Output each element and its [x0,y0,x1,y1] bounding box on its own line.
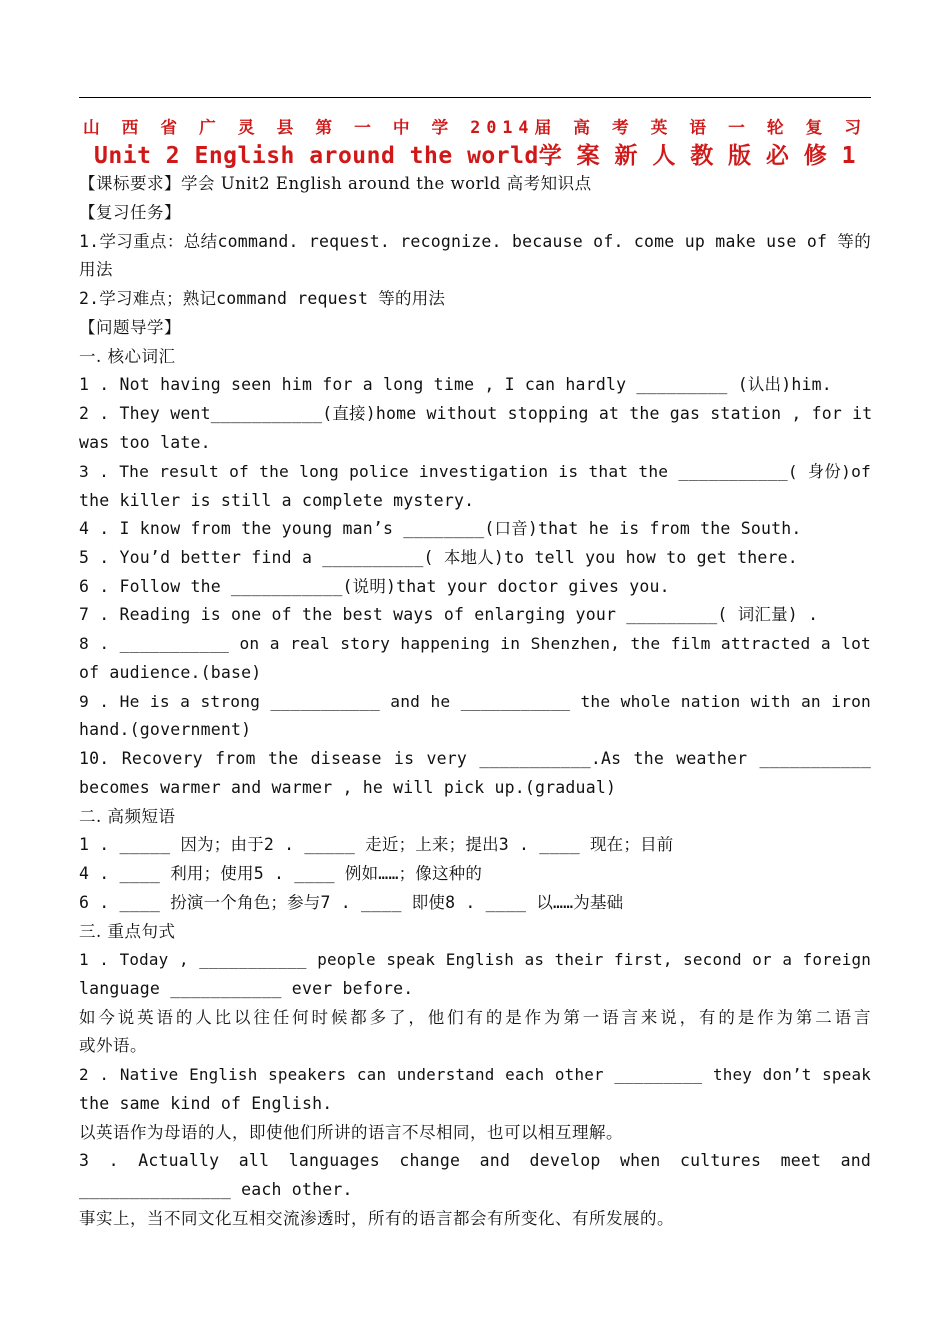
text-line: 6 . ____ 扮演一个角色；参与7 . ____ 即使8 . ____ 以……为基础 [79,893,624,912]
text-line: 3 . Actually all languages change and develop when cultures meet and [79,1151,871,1170]
text-line: 9 . He is a strong ___________ and he ___________ the whole nation with an iron [79,692,871,711]
text-line: the same kind of English. [79,1094,333,1113]
text-line: 【课标要求】学会 Unit2 English around the world 高考知识点 [79,174,592,193]
text-line: 7 . Reading is one of the best ways of enlarging your _________( 词汇量) . [79,605,819,624]
text-line: 4 . ____ 利用；使用5 . ____ 例如……；像这种的 [79,864,483,883]
text-line: 5 . You’d better find a __________( 本地人)to tell you how to get there. [79,548,798,567]
text-line: 2 . Native English speakers can understand each other _________ they don’t speak [79,1065,871,1084]
text-line: _______________ each other. [79,1180,353,1199]
section-heading: 三. 重点句式 [79,922,176,941]
section-heading: 一. 核心词汇 [79,347,176,366]
text-line: 4 . I know from the young man’s ________(口音)that he is from the South. [79,519,802,538]
text-line: 1.学习重点：总结command. request. recognize. because of. come up make use of 等的 [79,232,871,251]
text-line: 或外语。 [79,1036,147,1055]
text-line: 2 . They went___________(直接)home without stopping at the gas station , for it [79,404,873,423]
text-line: hand.(government) [79,720,252,739]
section-heading: 二. 高频短语 [79,807,176,826]
text-line: the killer is still a complete mystery. [79,491,475,510]
text-line: 【复习任务】 [79,203,181,222]
document-title: 山 西 省 广 灵 县 第 一 中 学 2014届 高 考 英 语 一 轮 复 习 [82,117,868,137]
text-line: 【问题导学】 [79,318,181,337]
text-line: of audience.(base) [79,663,262,682]
text-line: 用法 [79,260,113,279]
text-line: 8 . ___________ on a real story happening in Shenzhen, the film attracted a lot [79,634,871,653]
text-line: language ___________ ever before. [79,979,414,998]
text-line: 2.学习难点；熟记command request 等的用法 [79,289,446,308]
text-line: 事实上，当不同文化互相交流渗透时，所有的语言都会有所变化、有所发展的。 [79,1209,674,1228]
text-line: 1 . _____ 因为；由于2 . _____ 走近；上来；提出3 . ____ 现在；目前 [79,835,674,854]
text-line: was too late. [79,433,211,452]
text-line: 以英语作为母语的人，即使他们所讲的语言不尽相同，也可以相互理解。 [79,1123,623,1142]
text-line: 1 . Today , ___________ people speak English as their first, second or a foreign [79,950,871,969]
text-line: 10. Recovery from the disease is very ___________.As the weather ___________ [79,749,871,768]
text-line: 3 . The result of the long police investigation is that the ___________( 身份)of [79,462,871,481]
text-line: becomes warmer and warmer , he will pick up.(gradual) [79,778,617,797]
text-line: 如今说英语的人比以往任何时候都多了，他们有的是作为第一语言来说，有的是作为第二语言 [79,1008,871,1027]
text-line: 1 . Not having seen him for a long time , I can hardly _________ (认出)him. [79,375,832,394]
header-rule [79,97,871,98]
text-line: 6 . Follow the ___________(说明)that your doctor gives you. [79,577,670,596]
document-subtitle: Unit 2 English around the world学 案 新 人 教 版 必 修 1 [94,143,856,169]
